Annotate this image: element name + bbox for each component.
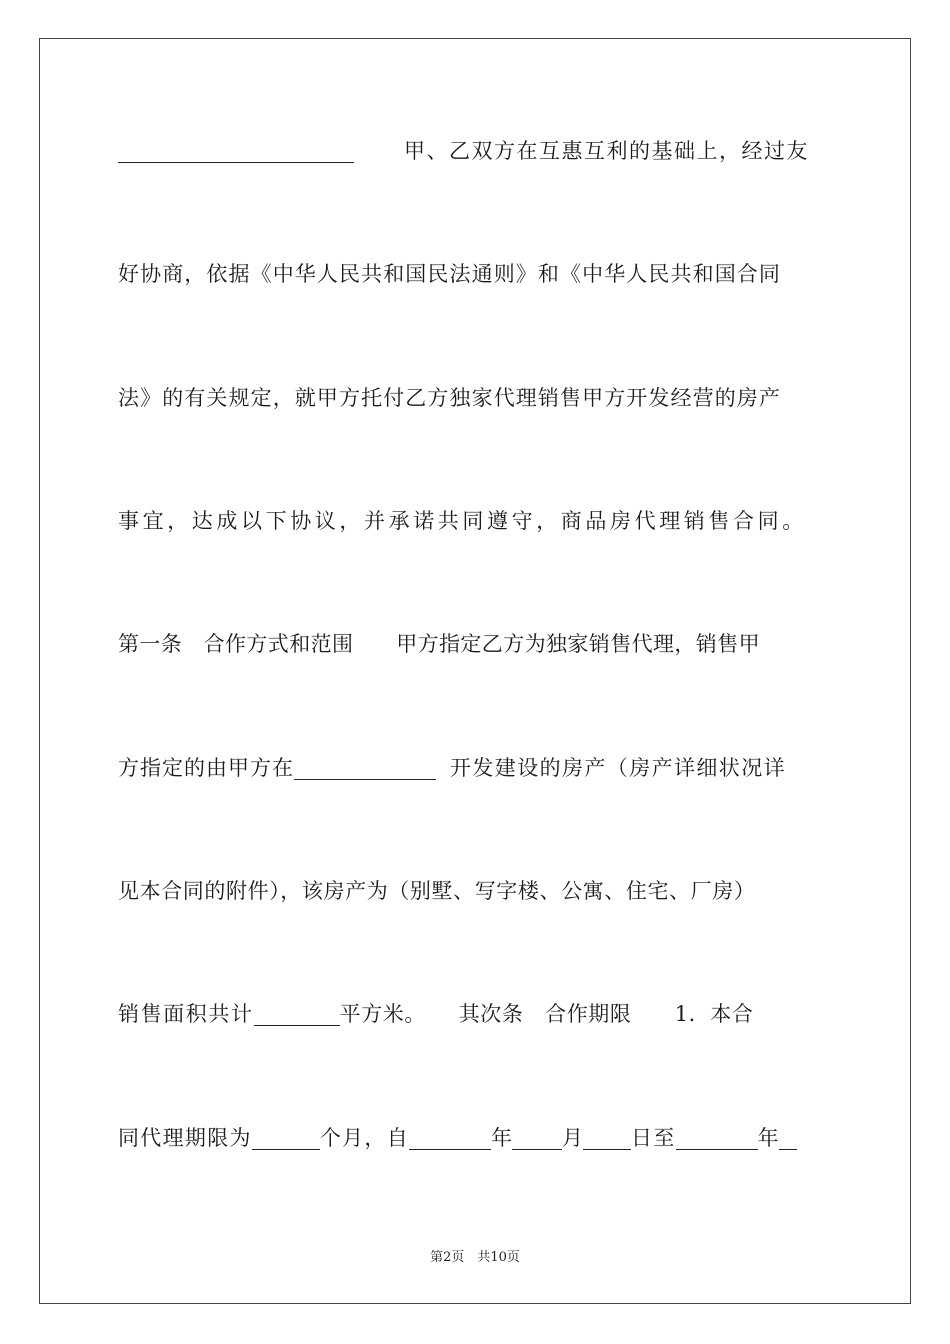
text-line-8 [118,996,830,1032]
text-line-3 [118,380,830,416]
text-line-6 [118,750,830,786]
page-border [39,38,911,1304]
blank-field [676,1127,758,1150]
blank-field [409,1127,491,1150]
text-segment: 年 [491,1126,513,1150]
text-segment: 日至 [631,1126,676,1150]
blank-field [512,1127,562,1150]
text-segment: 销售面积共计 [118,1002,254,1026]
text-segment: 法》的有关规定，就甲方托付乙方独家代理销售甲方开发经营的房产 [118,386,781,410]
text-segment: 甲、乙双方在互惠互利的基础上，经过友 [404,139,809,163]
text-line-5 [118,626,830,662]
text-line-7 [118,873,830,909]
text-segment: 同代理期限为 [118,1126,252,1150]
text-segment: 个月，自 [319,1126,410,1150]
blank-field [779,1127,797,1150]
page-number-footer: 第2页 共10页 [430,1250,520,1265]
text-segment: 年 [757,1126,779,1150]
text-segment: 第一条 合作方式和范围 甲方指定乙方为独家销售代理，销售甲 [118,632,760,656]
text-segment: 见本合同的附件），该房产为（别墅、写字楼、公寓、住宅、厂房） [118,879,756,903]
text-line-4 [118,503,830,539]
text-segment: 月 [562,1126,584,1150]
text-line-1 [118,133,830,169]
text-line-2 [118,256,830,292]
blank-field [254,1003,340,1026]
text-segment: 方指定的由甲方在 [118,756,294,780]
text-segment: 开发建设的房产（房产详细状况详 [450,756,786,780]
blank-field [252,1127,320,1150]
blank-field [583,1127,631,1150]
text-segment: 事宜，达成以下协议，并承诺共同遵守，商品房代理销售合同。 [118,509,807,533]
blank-field [118,140,354,163]
blank-field [294,757,436,780]
text-segment: 好协商，依据《中华人民共和国民法通则》和《中华人民共和国合同 [118,262,781,286]
text-line-9 [118,1120,830,1156]
text-segment: 平方米。 其次条 合作期限 1．本合 [339,1002,754,1026]
